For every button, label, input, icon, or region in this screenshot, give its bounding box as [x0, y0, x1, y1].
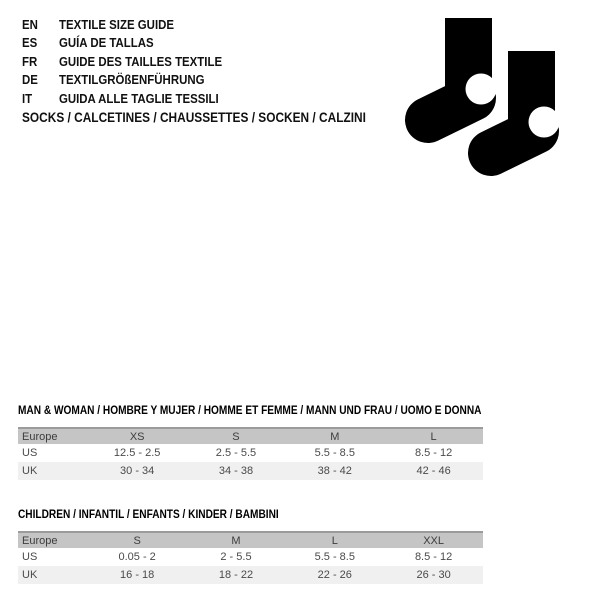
language-code: ES — [22, 35, 38, 51]
region-cell: US — [18, 548, 88, 566]
size-cell: 8.5 - 12 — [384, 444, 483, 462]
table-header-row — [18, 532, 483, 548]
region-cell: UK — [18, 462, 88, 480]
language-label: GUIDA ALLE TAGLIE TESSILI — [58, 90, 219, 106]
size-cell: 8.5 - 12 — [384, 548, 483, 566]
size-cell: 42 - 46 — [384, 462, 483, 480]
size-cell: 5.5 - 8.5 — [285, 444, 384, 462]
size-cell: 34 - 38 — [187, 462, 286, 480]
table-row-uk — [18, 566, 483, 584]
size-cell: 16 - 18 — [88, 566, 187, 584]
size-table-children — [18, 531, 483, 584]
table-row-us — [18, 444, 483, 462]
language-row-it — [22, 89, 222, 108]
size-cell: 2 - 5.5 — [187, 548, 286, 566]
size-cell: 18 - 22 — [187, 566, 286, 584]
column-header-region: Europe — [18, 532, 88, 548]
sock-back — [428, 18, 497, 120]
column-header-size: L — [285, 532, 384, 548]
size-cell: 0.05 - 2 — [88, 548, 187, 566]
language-label: GUIDE DES TAILLES TEXTILE — [58, 53, 223, 69]
column-header-size: L — [384, 428, 483, 444]
language-label: GUÍA DE TALLAS — [58, 35, 154, 51]
language-code: DE — [22, 72, 38, 88]
language-label: TEXTILE SIZE GUIDE — [58, 16, 175, 32]
size-cell: 26 - 30 — [384, 566, 483, 584]
region-cell: UK — [18, 566, 88, 584]
column-header-size: S — [88, 532, 187, 548]
column-header-size: XXL — [384, 532, 483, 548]
category-title: SOCKS / CALCETINES / CHAUSSETTES / SOCKEN / CALZINI — [22, 110, 366, 125]
column-header-size: M — [187, 532, 286, 548]
table-title-children: CHILDREN / INFANTIL / ENFANTS / KINDER / BAMBINI — [18, 509, 279, 521]
column-header-size: S — [187, 428, 286, 444]
size-cell: 22 - 26 — [285, 566, 384, 584]
language-list — [22, 15, 222, 108]
language-code: IT — [22, 90, 33, 106]
column-header-size: XS — [88, 428, 187, 444]
size-table-section-adult — [18, 404, 483, 480]
language-label: TEXTILGRÖßENFÜHRUNG — [58, 72, 205, 88]
language-row-fr — [22, 52, 222, 71]
size-cell: 12.5 - 2.5 — [88, 444, 187, 462]
table-header-row — [18, 428, 483, 444]
table-title-adult: MAN & WOMAN / HOMBRE Y MUJER / HOMME ET FEMME / MANN UND FRAU / UOMO E DONNA — [18, 405, 482, 417]
language-row-es — [22, 34, 222, 53]
language-row-en — [22, 15, 222, 34]
language-code: EN — [22, 16, 38, 32]
region-cell: US — [18, 444, 88, 462]
size-table-section-children — [18, 508, 483, 584]
size-cell: 5.5 - 8.5 — [285, 548, 384, 566]
socks-icon — [405, 18, 560, 181]
column-header-region: Europe — [18, 428, 88, 444]
size-table-adult — [18, 427, 483, 480]
column-header-size: M — [285, 428, 384, 444]
sock-front — [491, 51, 560, 153]
size-cell: 30 - 34 — [88, 462, 187, 480]
table-row-uk — [18, 462, 483, 480]
size-cell: 2.5 - 5.5 — [187, 444, 286, 462]
language-code: FR — [22, 53, 38, 69]
size-cell: 38 - 42 — [285, 462, 384, 480]
language-row-de — [22, 71, 222, 90]
table-row-us — [18, 548, 483, 566]
